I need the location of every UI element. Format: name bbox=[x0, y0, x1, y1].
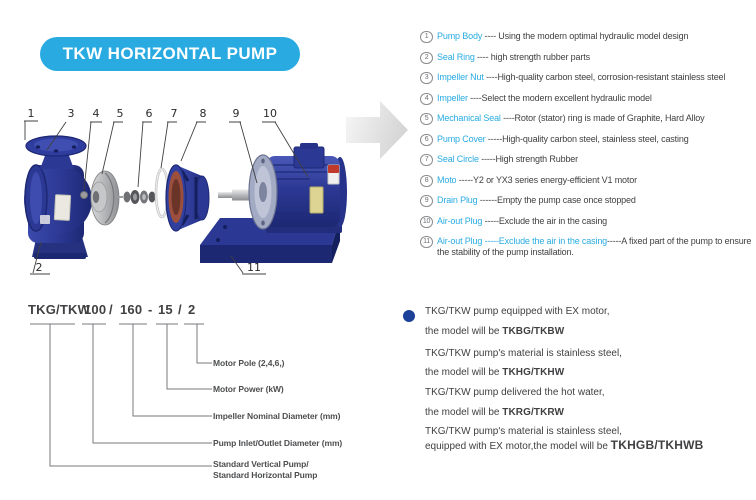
callout-3: 3 bbox=[67, 107, 75, 120]
parts-list bbox=[420, 31, 752, 268]
callout-5: 5 bbox=[116, 107, 124, 120]
motor-illustration bbox=[249, 143, 347, 233]
model-code-dash: - bbox=[148, 302, 153, 317]
note-line bbox=[425, 438, 704, 452]
note-prefix: the model will be bbox=[425, 326, 503, 337]
part-item-7 bbox=[420, 154, 752, 165]
part-item-2 bbox=[420, 52, 752, 63]
part-number-badge: 10 bbox=[420, 216, 433, 228]
part-name: Pump Cover bbox=[437, 133, 486, 144]
impeller-illustration bbox=[91, 171, 119, 225]
note-prefix: the model will be bbox=[425, 407, 503, 418]
model-code-impeller: 160 bbox=[120, 302, 143, 317]
part-item-3 bbox=[420, 72, 752, 83]
note-prefix: equipped with EX motor,the model will be bbox=[425, 441, 611, 452]
part-desc: ------Empty the pump case once stopped bbox=[477, 195, 636, 205]
callout-11: 11 bbox=[247, 261, 261, 274]
note-line bbox=[425, 407, 564, 418]
note-bullet-icon bbox=[403, 310, 415, 322]
note-line: TKG/TKW pump delivered the hot water, bbox=[425, 387, 605, 398]
part-number-badge: 3 bbox=[420, 72, 433, 84]
part-item-9 bbox=[420, 195, 752, 206]
part-name: Seal Circle bbox=[437, 154, 479, 164]
part-number-badge: 6 bbox=[420, 134, 433, 146]
part-desc: -----High-quality carbon steel, stainless steel, casting bbox=[485, 133, 689, 144]
part-desc: -----A fixed part of the pump to ensure the stability of the pump installation. bbox=[437, 236, 752, 257]
note-line bbox=[425, 326, 564, 337]
note-prefix: the model will be bbox=[425, 367, 503, 378]
part-desc: ---- Using the modern optimal hydraulic model design bbox=[482, 31, 689, 41]
part-item-4 bbox=[420, 93, 752, 104]
note-model: TKBG/TKBW bbox=[502, 326, 565, 337]
callout-4: 4 bbox=[92, 107, 100, 120]
part-number-badge: 7 bbox=[420, 154, 433, 166]
note-line: TKG/TKW pump's material is stainless steel, bbox=[425, 426, 622, 437]
part-name: Pump Body bbox=[437, 31, 483, 41]
callout-7: 7 bbox=[170, 107, 178, 120]
part-item-5 bbox=[420, 113, 752, 124]
part-name: Mechanical Seal bbox=[437, 113, 501, 123]
mechanical-seal-illustration bbox=[117, 190, 156, 204]
page-title: TKW HORIZONTAL PUMP bbox=[62, 44, 278, 63]
pump-cover-illustration bbox=[166, 165, 209, 231]
part-desc: -----Exclude the air in the casing bbox=[482, 215, 608, 226]
model-code-slash: / bbox=[109, 302, 113, 317]
part-desc: ---- high strength rubber parts bbox=[474, 51, 590, 62]
part-number-badge: 2 bbox=[420, 52, 433, 64]
part-item-6 bbox=[420, 134, 752, 145]
part-item-11 bbox=[420, 236, 752, 258]
part-desc: ----Rotor (stator) ring is made of Graphite, Hard Alloy bbox=[500, 113, 705, 123]
part-name: Seal Ring bbox=[437, 51, 475, 62]
part-item-10 bbox=[420, 216, 752, 227]
model-code-slash2: / bbox=[178, 302, 182, 317]
model-code-pole: 2 bbox=[188, 302, 196, 317]
part-name: Impeller bbox=[437, 92, 468, 103]
note-model: TKHGB/TKHWB bbox=[610, 438, 704, 452]
label-impeller-diameter: Impeller Nominal Diameter (mm) bbox=[213, 411, 341, 421]
part-name: Impeller Nut bbox=[437, 72, 484, 82]
part-number-badge: 8 bbox=[420, 175, 433, 187]
note-model: TKRG/TKRW bbox=[502, 407, 565, 418]
part-number-badge: 5 bbox=[420, 113, 433, 125]
callout-8: 8 bbox=[199, 107, 207, 120]
part-name: Air-out Plug -----Exclude the air in the casing bbox=[437, 236, 608, 246]
part-name: Drain Plug bbox=[437, 195, 478, 205]
label-motor-power: Motor Power (kW) bbox=[213, 384, 284, 394]
note-model: TKHG/TKHW bbox=[502, 367, 565, 378]
part-number-badge: 9 bbox=[420, 195, 433, 207]
callout-2: 2 bbox=[35, 261, 43, 274]
part-name: Moto bbox=[437, 174, 457, 185]
part-name: Air-out Plug bbox=[437, 215, 483, 226]
arrow-right-icon bbox=[346, 98, 412, 164]
note-line: TKG/TKW pump equipped with EX motor, bbox=[425, 306, 610, 317]
title-banner bbox=[40, 37, 300, 71]
part-number-badge: 1 bbox=[420, 31, 433, 43]
part-number-badge: 4 bbox=[420, 93, 433, 105]
model-code-prefix: TKG/TKW bbox=[28, 302, 91, 317]
label-standard-line2: Standard Horizontal Pump bbox=[213, 470, 318, 480]
callout-1: 1 bbox=[27, 107, 35, 120]
part-desc: ----Select the modern excellent hydraulic model bbox=[467, 92, 652, 103]
model-code-power: 15 bbox=[158, 302, 173, 317]
callout-10: 10 bbox=[263, 107, 277, 120]
part-number-badge: 11 bbox=[420, 236, 433, 248]
callout-9: 9 bbox=[232, 107, 240, 120]
note-line: TKG/TKW pump's material is stainless steel, bbox=[425, 348, 622, 359]
pump-body-illustration bbox=[24, 136, 92, 259]
note-line bbox=[425, 367, 564, 378]
callout-6: 6 bbox=[145, 107, 153, 120]
part-item-1 bbox=[420, 31, 752, 42]
model-code-connector-lines bbox=[20, 318, 220, 478]
label-motor-pole: Motor Pole (2,4,6,) bbox=[213, 358, 285, 368]
label-standard-line1: Standard Vertical Pump/ bbox=[213, 459, 309, 469]
part-item-8 bbox=[420, 175, 752, 186]
model-code-inlet: 100 bbox=[84, 302, 107, 317]
part-desc: -----High strength Rubber bbox=[478, 154, 579, 164]
part-desc: ----High-quality carbon steel, corrosion-resistant stainless steel bbox=[483, 72, 726, 82]
part-desc: -----Y2 or YX3 series energy-efficient V1 motor bbox=[456, 174, 637, 185]
label-inlet-outlet: Pump Inlet/Outlet Diameter (mm) bbox=[213, 438, 343, 448]
